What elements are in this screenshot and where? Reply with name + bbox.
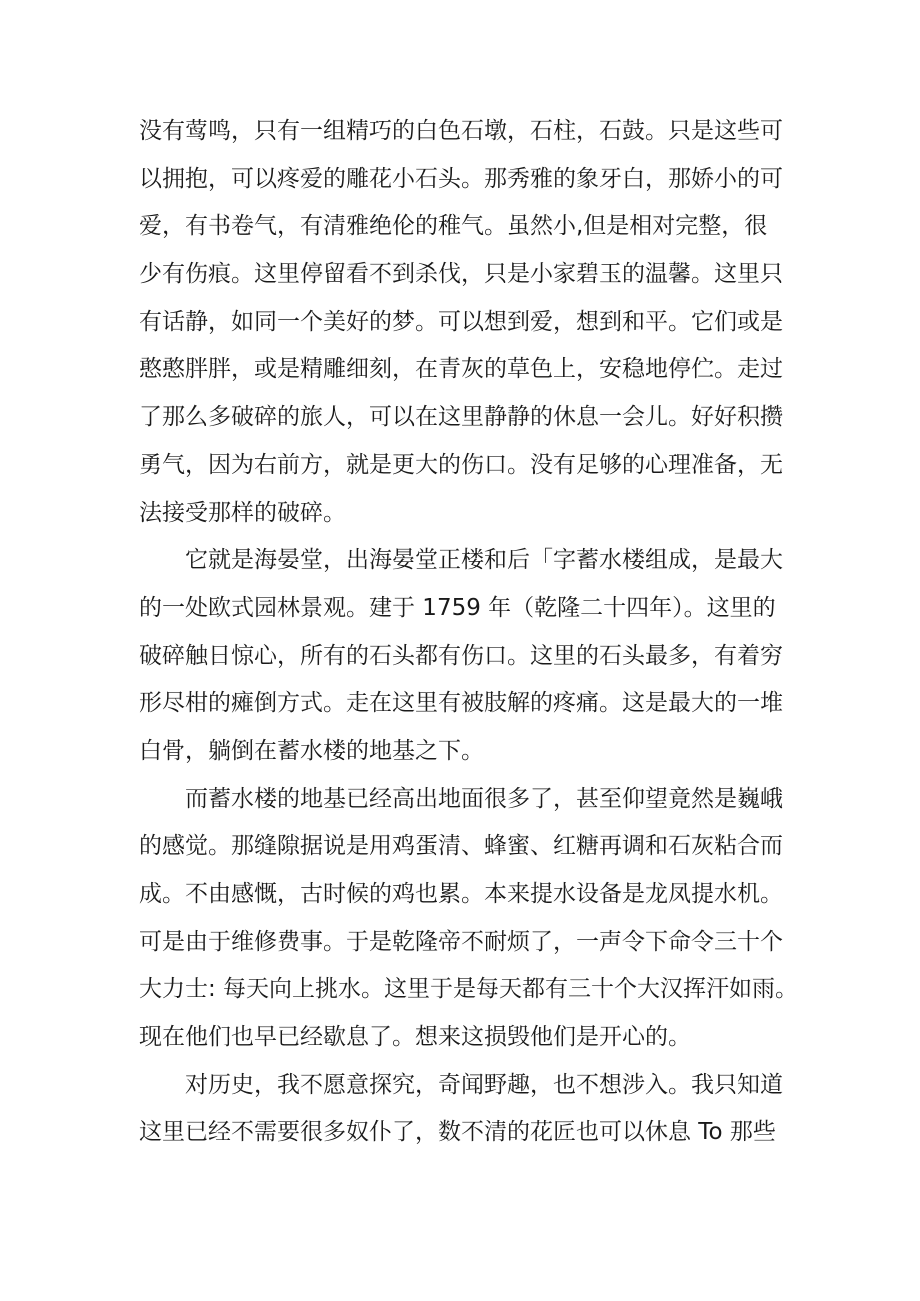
text-line: 这里已经不需要很多奴仆了，数不清的花匠也可以休息 To 那些 [139,1119,776,1146]
text-line: 而蓄水楼的地基已经高出地面很多了，甚至仰望竟然是巍峨 [185,785,783,812]
text-line: 对历史，我不愿意探究，奇闻野趣，也不想涉入。我只知道 [185,1071,783,1098]
text-line: 有话静，如同一个美好的梦。可以想到爱，想到和平。它们或是 [139,308,783,335]
paragraph-4 [139,1062,789,1157]
text-line: 白骨，躺倒在蓄水楼的地基之下。 [139,737,484,764]
text-line: 的一处欧式园林景观。建于 1759 年（乾隆二十四年）。这里的 [139,594,776,621]
text-line: 了那么多破碎的旅人，可以在这里静静的休息一会儿。好好积攒 [139,404,783,431]
text-line: 大力士: 每天向上挑水。这里于是每天都有三十个大汉挥汗如雨。 [139,976,799,1003]
text-line: 现在他们也早已经歇息了。想来这损毁他们是开心的。 [139,1024,691,1051]
text-line: 少有伤痕。这里停留看不到杀伐，只是小家碧玉的温馨。这里只 [139,261,783,288]
text-line: 爱，有书卷气，有清雅绝伦的稚气。虽然小,但是相对完整，很 [139,213,768,240]
paragraph-1 [139,108,789,537]
text-line: 破碎触日惊心，所有的石头都有伤口。这里的石头最多，有着穷 [139,642,783,669]
text-line: 法接受那样的破碎。 [139,499,346,526]
paragraph-3 [139,776,799,1062]
text-line: 成。不由感慨，古时候的鸡也累。本来提水设备是龙凤提水机。 [139,881,783,907]
text-line: 以拥抱，可以疼爱的雕花小石头。那秀雅的象牙白，那娇小的可 [139,165,783,192]
text-line: 的感觉。那缝隙据说是用鸡蛋清、蜂蜜、红糖再调和石灰粘合而 [139,833,783,860]
document-body [139,108,799,1157]
text-line: 形尽柑的瘫倒方式。走在这里有被肢解的疼痛。这是最大的一堆 [139,690,783,717]
text-line: 勇气，因为右前方，就是更大的伤口。没有足够的心理准备，无 [139,451,783,478]
text-line: 它就是海晏堂，出海晏堂正楼和后「字蓄水楼组成，是最大 [185,547,783,574]
text-line: 可是由于维修费事。于是乾隆帝不耐烦了，一声令下命令三十个 [139,928,783,955]
text-line: 没有莺鸣，只有一组精巧的白色石墩，石柱，石鼓。只是这些可 [139,118,783,144]
paragraph-2 [139,537,789,775]
text-line: 憨憨胖胖，或是精雕细刻，在青灰的草色上，安稳地停伫。走过 [139,356,783,383]
